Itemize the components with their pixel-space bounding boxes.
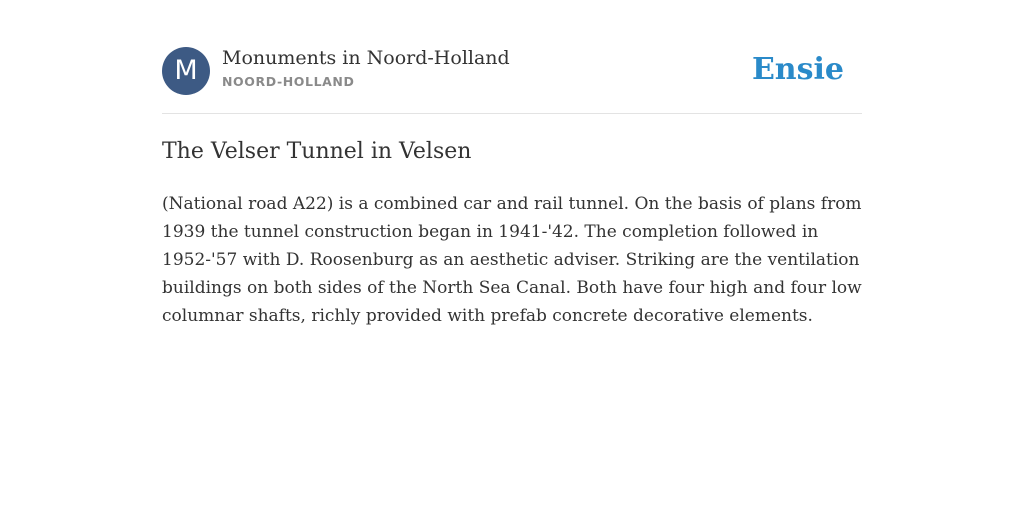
header-divider (162, 113, 862, 114)
collection-subtitle[interactable]: NOORD-HOLLAND (222, 74, 355, 89)
ensie-logo[interactable]: Ensie (751, 52, 844, 87)
article-title: The Velser Tunnel in Velsen (162, 139, 472, 164)
article-body: (National road A22) is a combined car and rail tunnel. On the basis of plans from 1939 the tunnel construction began in 1941-'42. The completion followed in 1952-'57 with D. Roosenburg as an aesthetic adviser. Striking are the ventilation buildings on both sides of the North Sea Canal. Both have four high and four low columnar shafts, richly provided with prefab concrete decorative elements. (162, 194, 862, 326)
collection-header (162, 46, 862, 96)
avatar[interactable]: M (162, 47, 210, 95)
collection-title[interactable]: Monuments in Noord-Holland (222, 47, 510, 69)
